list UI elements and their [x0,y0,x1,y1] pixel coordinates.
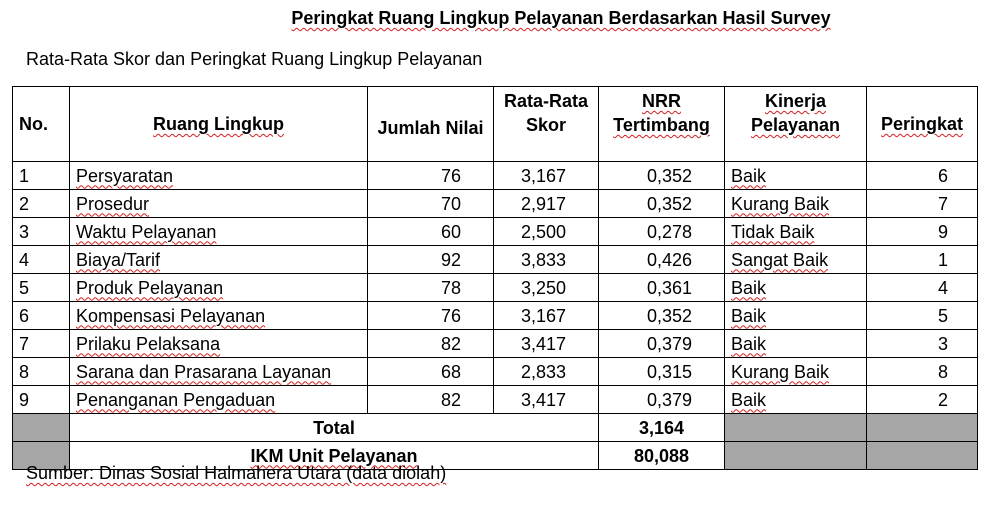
table-row [13,162,978,190]
table-caption: Rata-Rata Skor dan Peringkat Ruang Lingkup Pelayanan [26,49,483,69]
total-label: Total [70,414,599,442]
cell-nrr-tertimbang: 0,361 [599,274,725,302]
cell-no: 7 [13,330,70,358]
cell-jumlah-nilai: 70 [368,190,494,218]
cell-ruang-lingkup: Prosedur [70,190,368,218]
cell-nrr-tertimbang: 0,379 [599,386,725,414]
cell-rata-rata-skor: 3,167 [494,302,599,330]
cell-jumlah-nilai: 78 [368,274,494,302]
cell-rata-rata-skor: 3,833 [494,246,599,274]
cell-peringkat: 2 [867,386,978,414]
table-row [13,386,978,414]
cell-kinerja-pelayanan: Baik [725,302,867,330]
cell-ruang-lingkup: Biaya/Tarif [70,246,368,274]
cell-no: 6 [13,302,70,330]
cell-peringkat: 9 [867,218,978,246]
cell-peringkat: 3 [867,330,978,358]
header-kinerja-pelayanan: Kinerja Pelayanan [725,87,867,162]
cell-kinerja-pelayanan: Baik [725,274,867,302]
cell-jumlah-nilai: 76 [368,162,494,190]
ikm-shade-cell [725,442,867,470]
cell-no: 1 [13,162,70,190]
cell-rata-rata-skor: 3,417 [494,330,599,358]
cell-peringkat: 8 [867,358,978,386]
cell-kinerja-pelayanan: Kurang Baik [725,358,867,386]
cell-rata-rata-skor: 2,917 [494,190,599,218]
header-no: No. [13,87,70,162]
header-peringkat: Peringkat [867,87,978,162]
cell-nrr-tertimbang: 0,352 [599,190,725,218]
cell-kinerja-pelayanan: Baik [725,330,867,358]
cell-ruang-lingkup: Prilaku Pelaksana [70,330,368,358]
cell-ruang-lingkup: Persyaratan [70,162,368,190]
cell-ruang-lingkup: Produk Pelayanan [70,274,368,302]
ikm-shade-cell [867,442,978,470]
cell-jumlah-nilai: 92 [368,246,494,274]
header-jumlah-nilai: Jumlah Nilai [368,87,494,162]
cell-rata-rata-skor: 2,500 [494,218,599,246]
total-value: 3,164 [599,414,725,442]
cell-ruang-lingkup: Sarana dan Prasarana Layanan [70,358,368,386]
table-header-row [13,87,978,162]
cell-jumlah-nilai: 82 [368,330,494,358]
table-row [13,330,978,358]
cell-rata-rata-skor: 3,167 [494,162,599,190]
cell-ruang-lingkup: Waktu Pelayanan [70,218,368,246]
cell-nrr-tertimbang: 0,379 [599,330,725,358]
cell-no: 2 [13,190,70,218]
source-note: Sumber: Dinas Sosial Halmahera Utara (data diolah) [26,463,447,483]
cell-peringkat: 6 [867,162,978,190]
cell-kinerja-pelayanan: Baik [725,162,867,190]
cell-peringkat: 1 [867,246,978,274]
total-shade-cell [13,414,70,442]
cell-nrr-tertimbang: 0,278 [599,218,725,246]
total-shade-cell [867,414,978,442]
table-row [13,358,978,386]
cell-no: 8 [13,358,70,386]
cell-jumlah-nilai: 60 [368,218,494,246]
cell-nrr-tertimbang: 0,352 [599,302,725,330]
total-row [13,414,978,442]
cell-jumlah-nilai: 82 [368,386,494,414]
cell-nrr-tertimbang: 0,352 [599,162,725,190]
cell-jumlah-nilai: 76 [368,302,494,330]
cell-peringkat: 5 [867,302,978,330]
total-shade-cell [725,414,867,442]
cell-kinerja-pelayanan: Kurang Baik [725,190,867,218]
table-row [13,302,978,330]
header-ruang-lingkup: Ruang Lingkup [70,87,368,162]
ranking-table [12,86,978,470]
header-nrr-tertimbang: NRR Tertimbang [599,87,725,162]
cell-no: 9 [13,386,70,414]
ikm-value: 80,088 [599,442,725,470]
cell-rata-rata-skor: 2,833 [494,358,599,386]
cell-jumlah-nilai: 68 [368,358,494,386]
cell-peringkat: 7 [867,190,978,218]
cell-kinerja-pelayanan: Sangat Baik [725,246,867,274]
table-row [13,246,978,274]
document-title: Peringkat Ruang Lingkup Pelayanan Berdasarkan Hasil Survey [291,8,831,28]
header-rata-rata-skor: Rata-Rata Skor [494,87,599,162]
table-row [13,218,978,246]
cell-no: 5 [13,274,70,302]
ikm-label: IKM Unit Pelayanan [70,442,599,470]
cell-nrr-tertimbang: 0,426 [599,246,725,274]
table-row [13,274,978,302]
cell-peringkat: 4 [867,274,978,302]
cell-ruang-lingkup: Penanganan Pengaduan [70,386,368,414]
table-body [13,162,978,470]
cell-ruang-lingkup: Kompensasi Pelayanan [70,302,368,330]
cell-kinerja-pelayanan: Tidak Baik [725,218,867,246]
table-row [13,190,978,218]
cell-rata-rata-skor: 3,250 [494,274,599,302]
cell-no: 3 [13,218,70,246]
cell-no: 4 [13,246,70,274]
cell-kinerja-pelayanan: Baik [725,386,867,414]
cell-nrr-tertimbang: 0,315 [599,358,725,386]
cell-rata-rata-skor: 3,417 [494,386,599,414]
